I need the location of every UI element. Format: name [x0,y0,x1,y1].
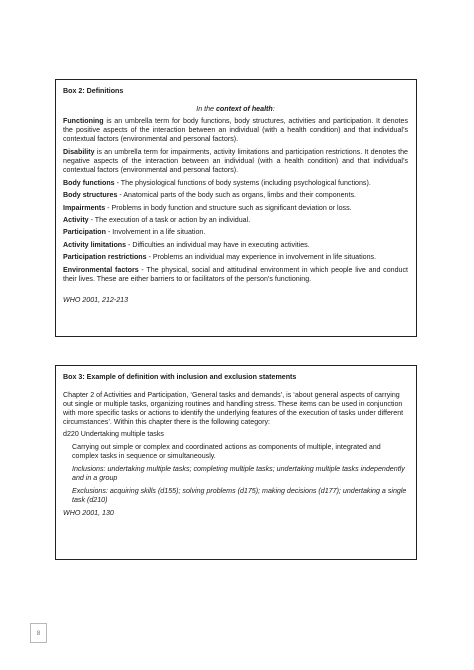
definition-item [63,241,408,250]
inclusion-exclusion-box [55,365,417,560]
definition-item [63,228,408,237]
definition-text: - Involvement in a life situation. [105,228,206,237]
inclusions-text: Inclusions: undertaking multiple tasks; completing multiple tasks; undertaking multiple tasks independently and in a group [72,464,405,482]
definition-term: Functioning [63,117,104,126]
definition-item [63,216,408,225]
definition-text: - Difficulties an individual may have in executing activities. [126,240,310,249]
definitions-box [55,79,417,337]
source-citation: WHO 2001, 212-213 [63,296,129,305]
definition-item [63,117,408,144]
definition-item [63,204,408,213]
definition-text: is an umbrella term for impairments, activity limitations and participation restrictions. It denotes the negative aspects of the interaction between an individual (with a health condition) and that individual’s contextual factors (environmental and personal factors). [63,147,408,175]
context-line [63,105,408,114]
category-description: Carrying out simple or complex and coordinated actions as components of multiple, integrated and complex tasks in sequence or simultaneously. [72,442,381,460]
category-code: d220 Undertaking multiple tasks [63,430,164,439]
definition-text: - The physical, social and attitudinal environment in which people live and conduct their lives. These are either barriers to or facilitators of the person’s functioning. [63,265,408,284]
definition-term: Participation [63,228,106,237]
intro-paragraph: Chapter 2 of Activities and Participation, ‘General tasks and demands’, is ‘about general aspects of carrying out single or multiple tasks, organizing routines and handling stress. These items can be used in conjunction with more specific tasks or actions to identify the underlying features of the execution of tasks under different circumstances’. Within this chapter there is the following category: [63,391,404,427]
definition-item [63,148,408,175]
definition-item [63,179,408,188]
exclusions-text: Exclusions: acquiring skills (d155); solving problems (d175); making decisions (d177); undertaking a single task (d210) [72,486,407,505]
definition-term: Disability [63,147,95,156]
definition-item [63,253,408,262]
definition-text: - Anatomical parts of the body such as organs, limbs and their components. [117,191,356,200]
source-citation: WHO 2001, 130 [63,509,114,518]
box-title: Box 2: Definitions [63,87,124,95]
definition-term: Body functions [63,178,115,187]
page-number: 8 [30,623,47,643]
definition-term: Body structures [63,191,118,200]
context-suffix: : [272,105,275,114]
definition-item [63,266,408,284]
definition-text: - The execution of a task or action by an individual. [88,215,251,224]
definition-term: Participation restrictions [63,253,147,262]
definition-term: Activity [63,215,89,224]
definition-item [63,191,408,200]
box-title: Box 3: Example of definition with inclusion and exclusion statements [63,373,297,381]
definition-text: - Problems in body function and structure such as significant deviation or loss. [105,203,352,212]
definition-term: Environmental factors [63,265,139,274]
definition-text: is an umbrella term for body functions, body structures, activities and participation. It denotes the positive aspects of the interaction between an individual (with a health condition) and that individual’s contextual factors (environmental and personal factors). [63,117,408,144]
context-bold: context of health [215,105,273,114]
definition-text: - The physiological functions of body systems (including psychological functions). [114,178,371,187]
definition-text: - Problems an individual may experience in involvement in life situations. [146,253,377,262]
definition-term: Activity limitations [63,240,127,249]
context-prefix: In the [196,105,216,114]
definition-term: Impairments [63,203,106,212]
